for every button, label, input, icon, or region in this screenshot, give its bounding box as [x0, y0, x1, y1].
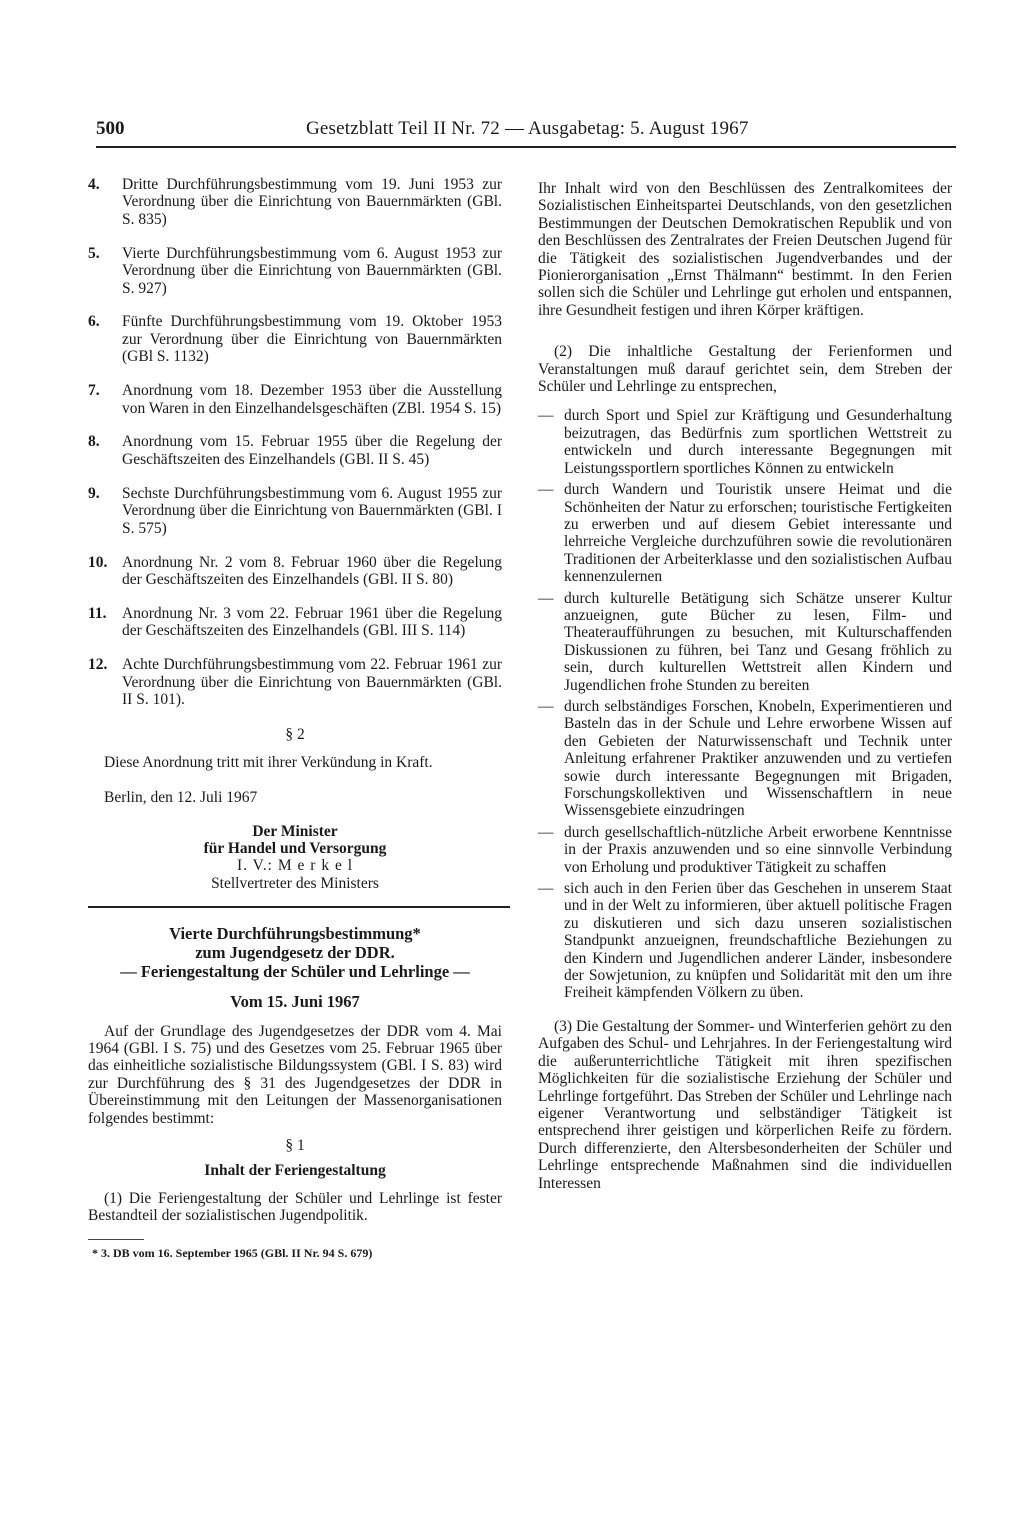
- item-text: durch kulturelle Betätigung sich Schätze unserer Kultur anzueignen, gute Bücher zu lesen, Film- und Theateraufführungen zu besuchen, mit Kulturschaffenden Diskussionen zu führen, bei Tanz und Gesang fröhlich zu sein, durch kulturellen Wettstreit allen Kindern und Jugendlichen frohe Stunden zu bereiten: [564, 589, 952, 694]
- list-item: [88, 382, 502, 417]
- paragraph-2-intro: (2) Die inhaltliche Gestaltung der Ferienformen und Veranstaltungen muß darauf gerichtet sein, dem Streben der Schüler und Lehrlinge zu entsprechen,: [538, 343, 952, 396]
- dash-marker: —: [538, 880, 554, 898]
- item-text: Achte Durchführungsbestimmung vom 22. Februar 1961 zur Verordnung über die Einrichtung von Bauernmärkten (GBl. II S. 101).: [122, 656, 502, 708]
- page-header: [96, 116, 956, 148]
- decree-intro: Auf der Grundlage des Jugendgesetzes der DDR vom 4. Mai 1964 (GBl. I S. 75) und des Gesetzes vom 25. Februar 1965 über das einheitliche sozialistische Bildungssystem (GBl. I S. 83) wird zur Durchführung des § 31 des Jugendgesetzes der DDR in Übereinstimmung mit den Leitungen der Massenorganisationen folgendes bestimmt:: [88, 1022, 502, 1127]
- decree-date: Vom 15. Juni 1967: [230, 992, 360, 1012]
- item-text: Sechste Durchführungsbestimmung vom 6. August 1955 zur Verordnung über die Einrichtung von Bauernmärkten (GBl. I S. 575): [122, 484, 502, 537]
- right-column: [538, 180, 952, 1192]
- signature-line: I. V.: M e r k e l: [236, 857, 354, 875]
- section-1-title: Inhalt der Feriengestaltung: [204, 1162, 386, 1180]
- list-item: [88, 313, 502, 365]
- divider: [88, 906, 510, 908]
- item-number: 7.: [88, 382, 100, 400]
- item-text: Anordnung Nr. 3 vom 22. Februar 1961 über die Regelung der Geschäftszeiten des Einzelhandels (GBl. III S. 114): [122, 604, 502, 640]
- item-number: 9.: [88, 484, 100, 502]
- place-date: Berlin, den 12. Juli 1967: [104, 789, 258, 807]
- footnote: * 3. DB vom 16. September 1965 (GBl. II Nr. 94 S. 679): [92, 1245, 373, 1260]
- list-item: [88, 245, 502, 297]
- item-number: 4.: [88, 176, 100, 193]
- dash-marker: —: [538, 589, 554, 607]
- list-item: [88, 485, 502, 537]
- list-item: [88, 433, 502, 468]
- signature-line: Der Minister: [252, 822, 338, 840]
- spacer: [538, 1006, 952, 1018]
- item-number: 10.: [88, 553, 108, 571]
- item-number: 8.: [88, 433, 100, 451]
- item-text: durch selbständiges Forschen, Knobeln, Experimentieren und Basteln das in der Schule und Lehre erworbene Wissen auf den Gebieten der Naturwissenschaft und Technik unter Anleitung erfahrener Praktiker anzuwenden und zu vertiefen sowie durch interessante Begegnungen mit Brigaden, Forschungskollektiven und Wissenschaftlern in neue Wissensgebiete einzudringen: [564, 697, 952, 820]
- footnote-divider: [88, 1239, 144, 1240]
- list-item: [88, 605, 502, 640]
- dash-marker: —: [538, 481, 554, 499]
- left-column: [88, 176, 502, 1260]
- signature-line: Stellvertreter des Ministers: [211, 874, 379, 892]
- item-text: durch Sport und Spiel zur Kräftigung und Gesunderhaltung beizutragen, das Bedürfnis zum sportlichen Wettstreit zu entwickeln und durch interessante Begegnungen mit Leistungssportlern sportliches Können zu entwickeln: [564, 407, 952, 477]
- list-item: [88, 554, 502, 589]
- list-item: [538, 824, 952, 876]
- decree-title: Vierte Durchführungsbestimmung*: [169, 924, 421, 944]
- item-text: durch gesellschaftlich-nützliche Arbeit erworbene Kenntnisse in der Praxis anzuwenden und so eine sinnvolle Verbindung von Erholung und produktiver Tätigkeit zu schaffen: [564, 823, 952, 876]
- paragraph-continued: Ihr Inhalt wird von den Beschlüssen des Zentralkomitees der Sozialistischen Einheitspartei Deutschlands, von den gesetzlichen Bestimmungen der Deutschen Demokratischen Republik und von den Beschlüssen des Zentralrates der Freien Deutschen Jugend für die Tätigkeit des sozialistischen Jugendverbandes und der Pionierorganisation „Ernst Thälmann“ bestimmt. In den Ferien sollen sich die Schüler und Lehrlinge gut erholen und entspannen, ihre Gesundheit festigen und ihren Körper kräftigen.: [538, 180, 952, 319]
- section-1-paragraph: (1) Die Feriengestaltung der Schüler und Lehrlinge ist fester Bestandteil der sozialistischen Jugendpolitik.: [88, 1189, 502, 1225]
- list-item: [538, 407, 952, 477]
- item-text: sich auch in den Ferien über das Geschehen in unserem Staat und in der Welt zu informieren, über aktuell politische Fragen zu diskutieren und sich dazu unseren sozialistischen Standpunkt anzueignen, freundschaftliche Beziehungen zu den Kindern und Jugendlichen anderer Länder, insbesondere der Sowjetunion, zu knüpfen und Solidarität mit den um ihre Freiheit kämpfenden Völkern zu üben.: [564, 880, 952, 1002]
- dash-marker: —: [538, 823, 554, 841]
- paragraph-3: (3) Die Gestaltung der Sommer- und Winterferien gehört zu den Aufgaben des Schul- und Lehrjahres. In der Feriengestaltung wird die außerunterrichtliche Tätigkeit mit ihren spezifischen Möglichkeiten für die sozialistische Erziehung der Schüler und Lehrlinge fortgeführt. Das Streben der Schüler und Lehrlinge nach eigener Verantwortung und selbständiger Tätigkeit ist entsprechend ihrer geistigen und körperlichen Reife zu fördern. Durch differenzierte, den Altersbesonderheiten der Schüler und Lehrlinge entsprechende Maßnahmen sind die individuellen Interessen: [538, 1017, 952, 1192]
- list-item: [538, 590, 952, 694]
- signature-line: für Handel und Versorgung: [203, 839, 387, 857]
- list-item: [538, 698, 952, 820]
- spacer: [538, 331, 952, 343]
- item-number: 6.: [88, 313, 100, 331]
- item-text: Fünfte Durchführungsbestimmung vom 19. Oktober 1953 zur Verordnung über die Einrichtung von Bauernmärkten (GBl S. 1132): [122, 313, 502, 366]
- section-2-text: Diese Anordnung tritt mit ihrer Verkündung in Kraft.: [104, 753, 433, 771]
- decree-title: zum Jugendgesetz der DDR.: [195, 943, 395, 963]
- dash-marker: —: [538, 407, 554, 425]
- section-1-heading: § 1: [285, 1137, 305, 1155]
- signature-block: [88, 823, 502, 893]
- list-item: [88, 176, 502, 228]
- item-text: Anordnung Nr. 2 vom 8. Februar 1960 über die Regelung der Geschäftszeiten des Einzelhandels (GBl. II S. 80): [122, 553, 502, 588]
- item-number: 11.: [88, 604, 107, 622]
- decree-subtitle: — Feriengestaltung der Schüler und Lehrlinge —: [120, 962, 470, 982]
- list-item: [88, 656, 502, 708]
- item-text: Dritte Durchführungsbestimmung vom 19. Juni 1953 zur Verordnung über die Einrichtung von Bauernmärkten (GBl. S. 835): [122, 176, 502, 228]
- section-2-heading: § 2: [285, 726, 305, 744]
- page-number: 500: [96, 118, 125, 139]
- item-text: durch Wandern und Touristik unsere Heimat und die Schönheiten der Natur zu erforschen; touristische Fertigkeiten zu erwerben und auf diesem Gebiet interessante und lehrreiche Vergleiche durchzuführen sowie die revolutionären Traditionen der Arbeiterklasse und den sozialistischen Aufbau kennenzulernen: [564, 481, 952, 586]
- dash-marker: —: [538, 697, 554, 715]
- item-number: 12.: [88, 656, 108, 674]
- item-text: Anordnung vom 15. Februar 1955 über die Regelung der Geschäftszeiten des Einzelhandels (GBl. II S. 45): [122, 433, 502, 468]
- item-text: Anordnung vom 18. Dezember 1953 über die Ausstellung von Waren in den Einzelhandelsgeschäften (ZBl. 1954 S. 15): [122, 382, 502, 417]
- item-text: Vierte Durchführungsbestimmung vom 6. August 1953 zur Verordnung über die Einrichtung von Bauernmärkten (GBl. S. 927): [122, 244, 502, 297]
- list-item: [538, 880, 952, 1002]
- item-number: 5.: [88, 244, 100, 262]
- page-title: Gesetzblatt Teil II Nr. 72 — Ausgabetag: 5. August 1967: [306, 118, 749, 139]
- list-item: [538, 481, 952, 585]
